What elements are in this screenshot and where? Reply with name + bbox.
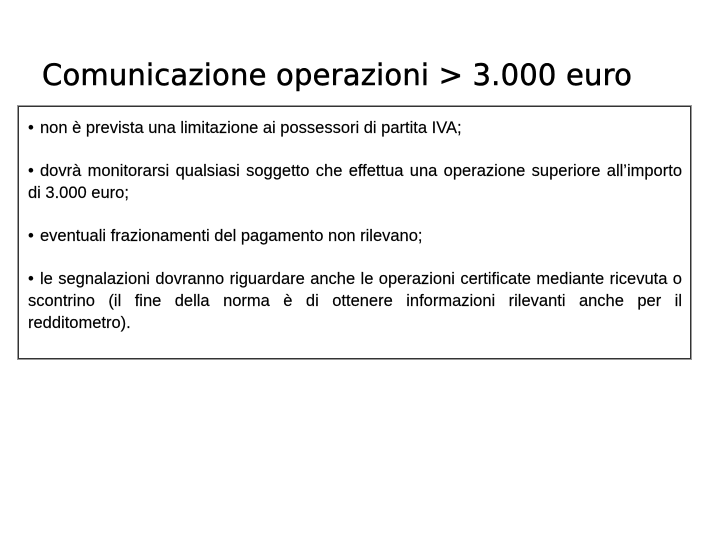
bullet-text: dovrà monitorarsi qualsiasi soggetto che effettua una operazione superiore all’importo di 3.000 euro;: [28, 162, 682, 202]
bullet-dot-icon: •: [28, 227, 34, 245]
bullet-item: [28, 117, 682, 139]
bullet-item: [28, 268, 682, 334]
slide-title: Comunicazione operazioni > 3.000 euro: [42, 58, 633, 92]
bullet-item: [28, 225, 682, 247]
bullet-dot-icon: •: [28, 270, 34, 288]
bullet-item: [28, 160, 682, 204]
bullet-text: eventuali frazionamenti del pagamento non rilevano;: [40, 227, 423, 245]
bullet-dot-icon: •: [28, 119, 34, 137]
bullet-text: le segnalazioni dovranno riguardare anche le operazioni certificate mediante ricevuta o scontrino (il fine della norma è di ottenere informazioni rilevanti anche per il redditometro).: [28, 270, 682, 332]
bullet-dot-icon: •: [28, 162, 34, 180]
content-box: [18, 106, 691, 359]
bullet-text: non è prevista una limitazione ai possessori di partita IVA;: [40, 119, 462, 137]
